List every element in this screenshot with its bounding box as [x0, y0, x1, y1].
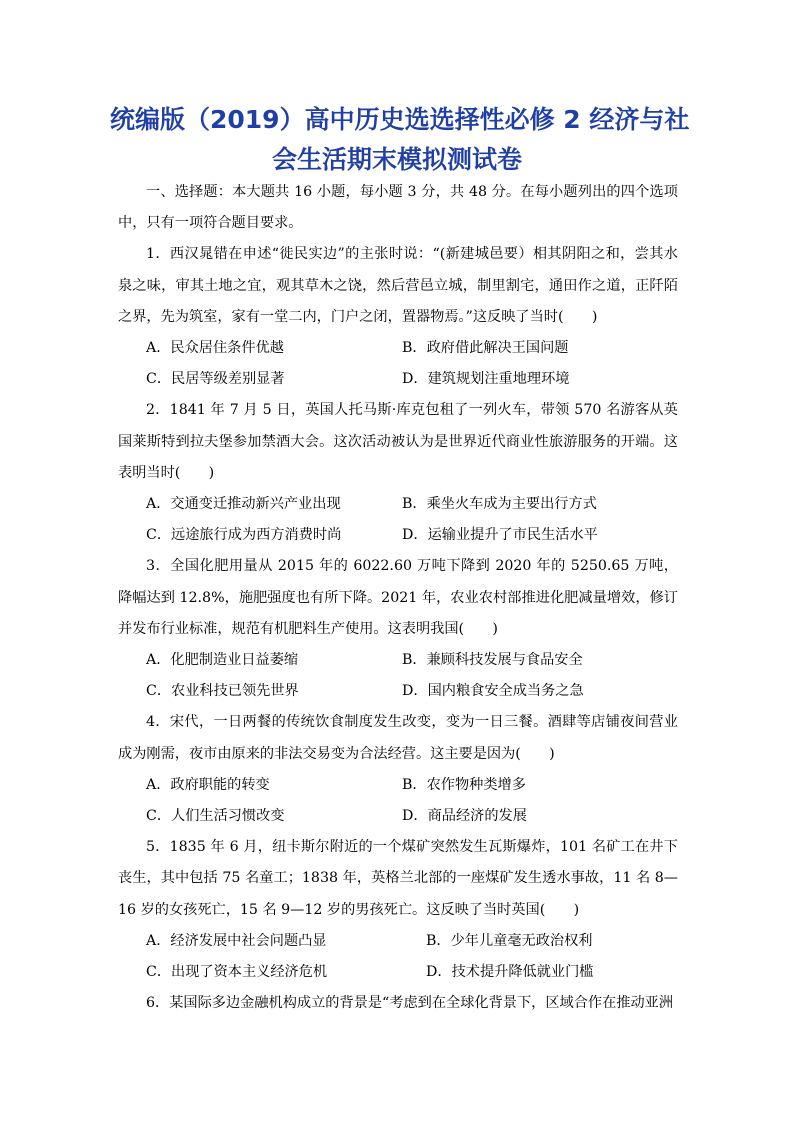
question-6	[118, 988, 678, 1019]
option-d: D．运输业提升了市民生活水平	[402, 527, 598, 544]
option-b: B．政府借此解决王国问题	[402, 340, 569, 357]
option-a: A．经济发展中社会问题凸显	[146, 932, 327, 949]
option-c: C．出现了资本主义经济危机	[146, 963, 328, 980]
exam-body	[118, 177, 678, 1019]
option-a: A．交通变迁推动新兴产业出现	[146, 496, 341, 512]
option-c: C．远途旅行成为西方消费时尚	[146, 527, 342, 544]
question-stem: 2．1841 年 7 月 5 日，英国人托马斯·库克包租了一列火车，带领 570 名游客从英国莱斯特到拉夫堡参加禁酒大会。这次活动被认为是世界近代商业性旅游服务的开端。这表明当时( )	[118, 402, 678, 481]
option-a: A．政府职能的转变	[146, 776, 270, 793]
question-stem: 4．宋代，一日两餐的传统饮食制度发生改变，变为一日三餐。酒肆等店铺夜间营业成为刚需，夜市由原来的非法交易变为合法经营。这主要是因为( )	[118, 714, 678, 762]
option-a: A．化肥制造业日益萎缩	[146, 651, 299, 668]
option-b: B．兼顾科技发展与食品安全	[402, 651, 583, 668]
section-instructions: 一、选择题：本大题共 16 小题，每小题 3 分，共 48 分。在每小题列出的四个选项中，只有一项符合题目要求。	[118, 184, 678, 232]
option-d: D．商品经济的发展	[402, 807, 527, 824]
option-c: C．人们生活习惯改变	[146, 807, 285, 824]
option-c: C．民居等级差别显著	[146, 371, 285, 388]
question-5	[118, 832, 678, 988]
answer-options	[118, 333, 678, 395]
answer-options	[118, 770, 678, 832]
question-stem: 1．西汉晁错在申述“徙民实边”的主张时说：“(新建城邑要）相其阴阳之和，尝其水泉之味，审其土地之宜，观其草木之饶，然后营邑立城，制里割宅，通田作之道，正阡陌之界，先为筑室，家有一堂二内，门户之闭，置器物焉。”这反映了当时( )	[118, 246, 678, 325]
option-c: C．农业科技已领先世界	[146, 683, 299, 700]
option-b: B．少年儿童毫无政治权利	[426, 932, 593, 949]
title-line-1: 统编版（2019）高中历史选选择性必修 2 经济与社	[110, 105, 690, 134]
question-stem: 3．全国化肥用量从 2015 年的 6022.60 万吨下降到 2020 年的 5250.65 万吨，降幅达到 12.8%，施肥强度也有所下降。2021 年，农业农村部推进化肥减量增效，修订并发布行业标准，规范有机肥料生产使用。这表明我国( )	[118, 558, 678, 637]
question-stem: 6．某国际多边金融机构成立的背景是“考虑到在全球化背景下，区域合作在推动亚洲	[146, 995, 674, 1012]
title-line-2: 会生活期末模拟测试卷	[271, 145, 522, 174]
question-2	[118, 395, 678, 551]
answer-options	[118, 645, 678, 707]
question-3	[118, 551, 678, 707]
option-a: A．民众居住条件优越	[146, 340, 284, 357]
option-b: B．乘坐火车成为主要出行方式	[402, 496, 597, 512]
option-d: D．建筑规划注重地理环境	[402, 371, 570, 388]
answer-options	[118, 489, 678, 551]
question-1	[118, 239, 678, 395]
option-b: B．农作物种类增多	[402, 776, 526, 793]
answer-options	[118, 926, 678, 988]
document-title	[110, 100, 690, 180]
question-4	[118, 707, 678, 832]
option-d: D．技术提升降低就业门槛	[426, 963, 594, 980]
question-stem: 5．1835 年 6 月，纽卡斯尔附近的一个煤矿突然发生瓦斯爆炸，101 名矿工在井下丧生，其中包括 75 名童工；1838 年，英格兰北部的一座煤矿发生透水事故，11 名 8—16 岁的女孩死亡，15 名 9—12 岁的男孩死亡。这反映了当时英国( )	[118, 839, 678, 918]
option-d: D．国内粮食安全成当务之急	[402, 683, 584, 700]
